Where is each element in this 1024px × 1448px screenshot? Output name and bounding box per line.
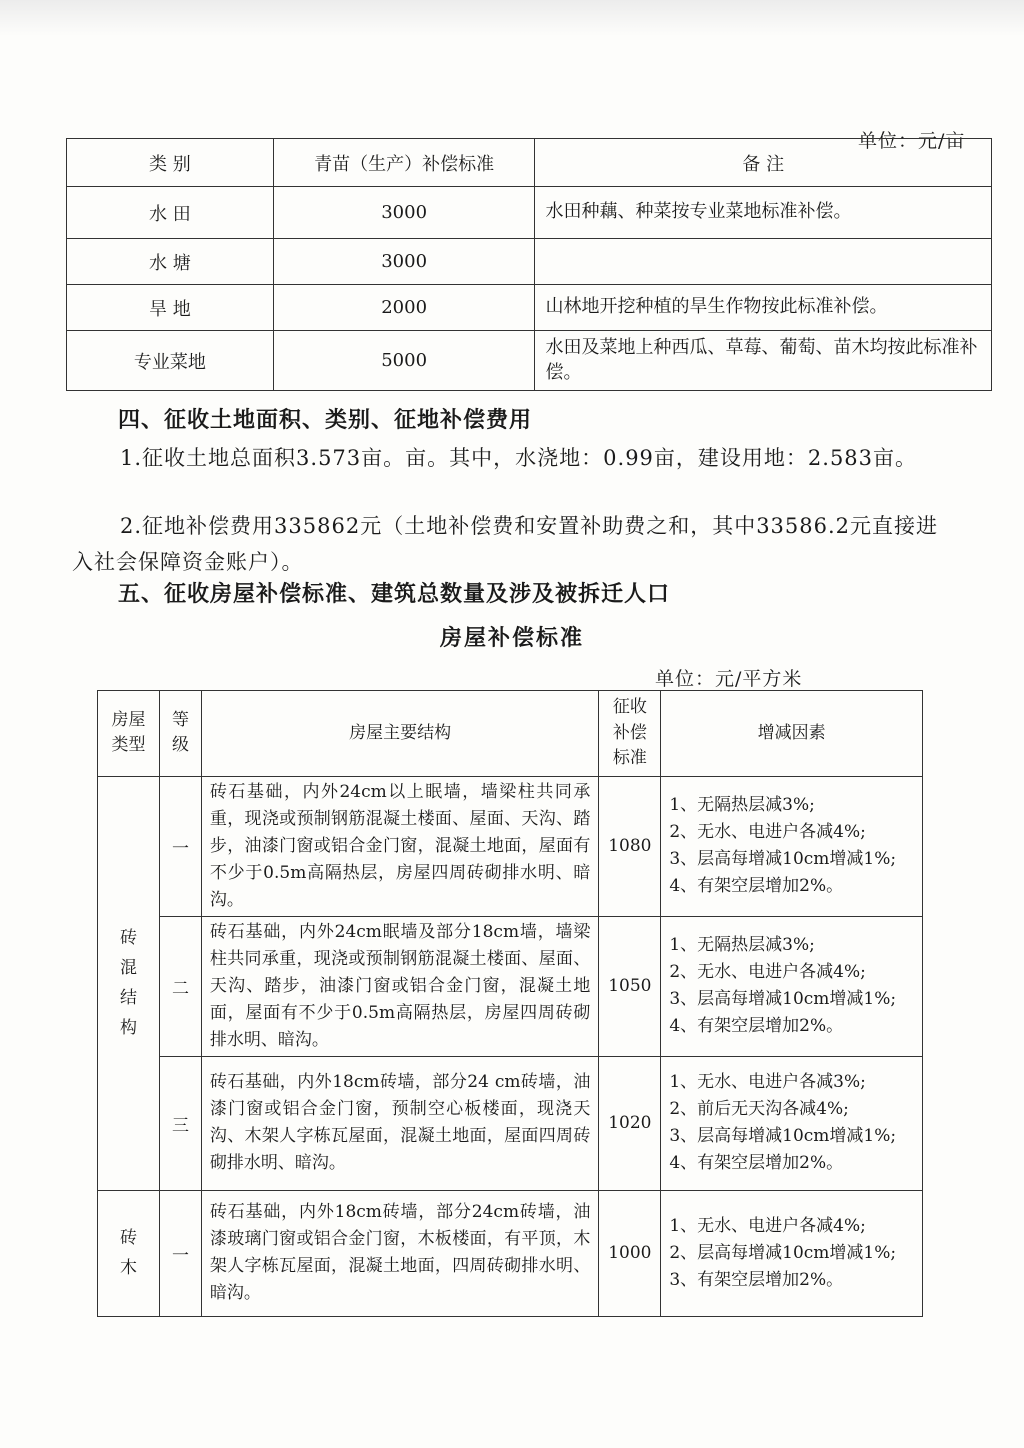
factor-item: 1、无水、电进户各减3%; (669, 1072, 866, 1092)
header-standard (599, 691, 661, 777)
factor-item: 1、无水、电进户各减4%; (669, 1215, 866, 1236)
standard-cell: 1080 (599, 776, 661, 916)
table-header-row (98, 691, 923, 777)
section4-heading: 四、征收土地面积、类别、征地补偿费用 (118, 407, 533, 433)
factor-item: 3、层高每增减10cm增减1%; (669, 849, 897, 869)
factor-item: 2、层高每增减10cm增减1%; (669, 1242, 897, 1263)
house-type-text: 砖木 (119, 1228, 137, 1278)
house-table-title: 房屋补偿标准 (439, 625, 584, 651)
factor-item: 1、无隔热层减3%; (669, 935, 815, 955)
row-category: 水 田 (67, 187, 274, 239)
standard-cell: 1000 (599, 1190, 661, 1316)
factor-item: 4、有架空层增加2%。 (669, 1016, 844, 1036)
house-compensation-table (97, 690, 923, 1317)
factor-item: 4、有架空层增加2%。 (669, 876, 844, 896)
house-type-cell (98, 1190, 160, 1316)
factor-item: 3、层高每增减10cm增减1%; (669, 1126, 897, 1146)
table1-unit: 单位：元/亩 (858, 130, 966, 152)
factor-item: 4、有架空层增加2%。 (669, 1153, 844, 1173)
factors-cell (661, 916, 923, 1056)
factor-item: 2、无水、电进户各减4%; (669, 822, 866, 842)
table-row (98, 916, 923, 1056)
house-type-cell (98, 776, 160, 1190)
section4-paragraph-1: 1.征收土地总面积3.573亩。亩。其中，水浇地：0.99亩，建设用地：2.583亩。 (120, 446, 918, 470)
standard-cell: 1050 (599, 916, 661, 1056)
grade-cell: 一 (159, 776, 201, 916)
row-note: 水田及菜地上种西瓜、草莓、葡萄、苗木均按此标准补偿。 (535, 331, 992, 391)
section4-paragraph-2: 2.征地补偿费用335862元（土地补偿费和安置补助费之和，其中33586.2元直接进入社会保障资金账户）。 (72, 514, 939, 574)
table2-unit: 单位：元/平方米 (655, 668, 803, 690)
row-standard: 5000 (273, 331, 535, 391)
factor-item: 3、有架空层增加2%。 (669, 1269, 844, 1290)
header-grade (159, 691, 201, 777)
header-standard-text: 征收补偿标准 (612, 697, 647, 768)
header-note: 备 注 (535, 139, 992, 187)
table-row (67, 239, 992, 285)
header-house-type (98, 691, 160, 777)
row-note: 水田种藕、种菜按专业菜地标准补偿。 (535, 187, 992, 239)
table-row (67, 331, 992, 391)
house-type-text: 砖混结构 (119, 928, 137, 1038)
header-factors: 增减因素 (661, 691, 923, 777)
structure-cell: 砖石基础，内外24cm以上眠墙，墙梁柱共同承重，现浇或预制钢筋混凝土楼面、屋面、天沟、踏步，油漆门窗或铝合金门窗，混凝土地面，屋面有不少于0.5m高隔热层，房屋四周砖砌排水明、暗沟。 (201, 776, 598, 916)
header-structure: 房屋主要结构 (201, 691, 598, 777)
row-category: 旱 地 (67, 285, 274, 331)
factors-cell (661, 1190, 923, 1316)
grade-cell: 三 (159, 1056, 201, 1190)
structure-cell: 砖石基础，内外18cm砖墙，部分24 cm砖墙，油漆门窗或铝合金门窗，预制空心板楼面，现浇天沟、木架人字栋瓦屋面，混凝土地面，屋面四周砖砌排水明、暗沟。 (201, 1056, 598, 1190)
grade-cell: 二 (159, 916, 201, 1056)
table-row (67, 187, 992, 239)
table-row (98, 1190, 923, 1316)
factors-cell (661, 1056, 923, 1190)
factor-item: 2、无水、电进户各减4%; (669, 962, 866, 982)
factor-item: 1、无隔热层减3%; (669, 795, 815, 815)
grade-cell: 一 (159, 1190, 201, 1316)
row-standard: 3000 (273, 239, 535, 285)
table-row (67, 285, 992, 331)
standard-cell: 1020 (599, 1056, 661, 1190)
header-category: 类 别 (67, 139, 274, 187)
row-standard: 3000 (273, 187, 535, 239)
structure-cell: 砖石基础，内外18cm砖墙，部分24cm砖墙，油漆玻璃门窗或铝合金门窗，木板楼面，有平顶，木架人字栋瓦屋面，混凝土地面，四周砖砌排水明、暗沟。 (201, 1190, 598, 1316)
scan-edge-shadow (0, 0, 1024, 36)
header-house-type-text: 房屋类型 (111, 709, 146, 756)
table-row (98, 1056, 923, 1190)
structure-cell: 砖石基础，内外24cm眠墙及部分18cm墙，墙梁柱共同承重，现浇或预制钢筋混凝土楼面、屋面、天沟、踏步，油漆门窗或铝合金门窗，混凝土地面，屋面有不少于0.5m高隔热层，房屋四周砖砌排水明、暗沟。 (201, 916, 598, 1056)
factor-item: 3、层高每增减10cm增减1%; (669, 989, 897, 1009)
factors-cell (661, 776, 923, 916)
table-row (98, 776, 923, 916)
row-category: 专业菜地 (67, 331, 274, 391)
factor-item: 2、前后无天沟各减4%; (669, 1099, 849, 1119)
header-grade-text: 等级 (171, 709, 189, 756)
header-standard: 青苗（生产）补偿标准 (273, 139, 535, 187)
seedling-compensation-table (66, 138, 992, 391)
row-category: 水 塘 (67, 239, 274, 285)
row-standard: 2000 (273, 285, 535, 331)
row-note: 山林地开挖种植的旱生作物按此标准补偿。 (535, 285, 992, 331)
section5-heading: 五、征收房屋补偿标准、建筑总数量及涉及被拆迁人口 (118, 581, 671, 607)
row-note (535, 239, 992, 285)
table-header-row (67, 139, 992, 187)
